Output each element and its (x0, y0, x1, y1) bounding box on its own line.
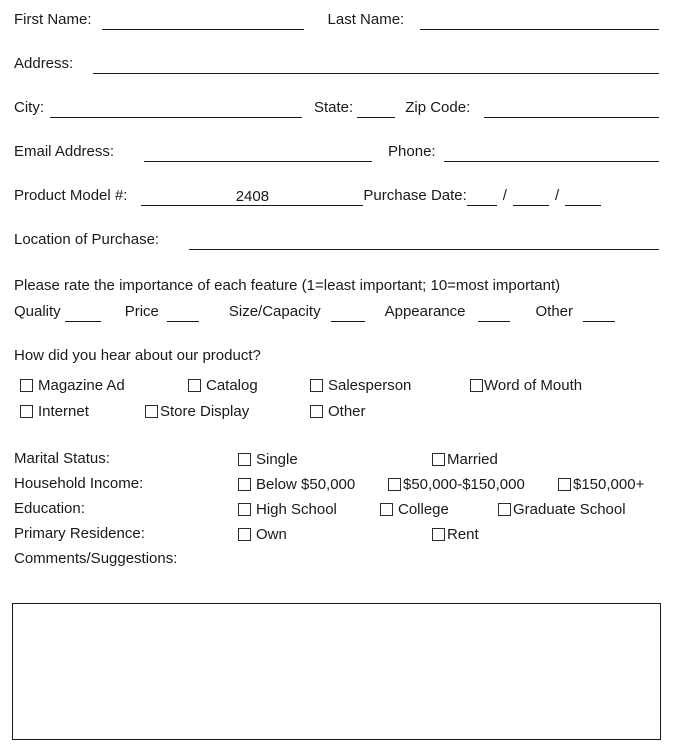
address-input[interactable] (93, 55, 659, 74)
education-label: Education: (14, 500, 85, 517)
location-input[interactable] (189, 231, 659, 250)
primary-residence-label: Primary Residence: (14, 525, 145, 542)
checkbox-internet[interactable] (20, 405, 33, 418)
option-label-magazine-ad: Magazine Ad (38, 376, 125, 394)
marital-status-row (14, 448, 659, 473)
price-rating-input[interactable] (167, 303, 199, 322)
city-state-zip-row (14, 98, 659, 118)
state-label: State: (314, 99, 354, 116)
product-model-input[interactable]: 2408 (141, 187, 363, 206)
checkbox-college[interactable] (380, 503, 393, 516)
location-row (14, 230, 659, 250)
date-slash-2: / (554, 187, 560, 204)
primary-residence-row (14, 523, 659, 548)
option-label-rent: Rent (447, 525, 479, 543)
comments-label-row (14, 548, 659, 573)
option-income-50k-150k[interactable] (388, 473, 525, 495)
checkbox-magazine-ad[interactable] (20, 379, 33, 392)
option-own[interactable] (238, 523, 287, 545)
rating-appearance-label: Appearance (384, 303, 466, 320)
option-label-own: Own (256, 525, 287, 543)
checkbox-married[interactable] (432, 453, 445, 466)
hear-about-row-2 (14, 400, 659, 422)
option-catalog[interactable] (188, 374, 258, 396)
education-row (14, 498, 659, 523)
option-married[interactable] (432, 448, 498, 470)
option-label-graduate-school: Graduate School (513, 500, 626, 518)
model-date-row (14, 186, 659, 206)
option-high-school[interactable] (238, 498, 337, 520)
checkbox-own[interactable] (238, 528, 251, 541)
rating-other-label: Other (535, 303, 574, 320)
checkbox-word-of-mouth[interactable] (470, 379, 483, 392)
checkbox-salesperson[interactable] (310, 379, 323, 392)
option-income-150k-plus[interactable] (558, 473, 644, 495)
option-graduate-school[interactable] (498, 498, 626, 520)
checkbox-income-50k-150k[interactable] (388, 478, 401, 491)
phone-input[interactable] (444, 143, 659, 162)
product-model-label: Product Model #: (14, 187, 128, 204)
rating-price-label: Price (124, 303, 159, 320)
purchase-date-label: Purchase Date: (363, 187, 467, 204)
location-label: Location of Purchase: (14, 231, 160, 248)
checkbox-other-source[interactable] (310, 405, 323, 418)
checkbox-rent[interactable] (432, 528, 445, 541)
city-label: City: (14, 99, 44, 116)
appearance-rating-input[interactable] (478, 303, 510, 322)
rating-quality-label: Quality (14, 303, 61, 320)
address-label: Address: (14, 55, 74, 72)
option-label-high-school: High School (256, 500, 337, 518)
household-income-label: Household Income: (14, 475, 144, 492)
option-salesperson[interactable] (310, 374, 411, 396)
checkbox-graduate-school[interactable] (498, 503, 511, 516)
purchase-date-day-input[interactable] (513, 187, 549, 206)
purchase-date-month-input[interactable] (467, 187, 497, 206)
option-label-store-display: Store Display (160, 402, 250, 420)
city-input[interactable] (50, 99, 302, 118)
last-name-input[interactable] (420, 11, 659, 30)
checkbox-income-150k-plus[interactable] (558, 478, 571, 491)
first-name-label: First Name: (14, 11, 92, 28)
option-single[interactable] (238, 448, 298, 470)
purchase-date-year-input[interactable] (565, 187, 601, 206)
rating-instruction: Please rate the importance of each feature (1=least important; 10=most important) (14, 277, 561, 294)
option-income-below-50k[interactable] (238, 473, 355, 495)
zip-input[interactable] (484, 99, 659, 118)
other-rating-input[interactable] (583, 303, 615, 322)
option-label-single: Single (256, 450, 298, 468)
checkbox-single[interactable] (238, 453, 251, 466)
rating-size-label: Size/Capacity (228, 303, 321, 320)
option-store-display[interactable] (145, 400, 249, 422)
quality-rating-input[interactable] (65, 303, 101, 322)
option-label-college: College (398, 500, 449, 518)
option-label-income-below-50k: Below $50,000 (256, 475, 356, 493)
option-label-word-of-mouth: Word of Mouth (484, 376, 583, 394)
email-input[interactable] (144, 143, 372, 162)
option-label-married: Married (447, 450, 498, 468)
marital-status-label: Marital Status: (14, 450, 110, 467)
option-label-salesperson: Salesperson (328, 376, 412, 394)
option-college[interactable] (380, 498, 449, 520)
email-phone-row (14, 142, 659, 162)
comments-box[interactable] (12, 603, 661, 740)
hear-about-question: How did you hear about our product? (14, 347, 261, 364)
option-word-of-mouth[interactable] (470, 374, 582, 396)
checkbox-high-school[interactable] (238, 503, 251, 516)
household-income-row (14, 473, 659, 498)
checkbox-catalog[interactable] (188, 379, 201, 392)
first-name-input[interactable] (102, 11, 304, 30)
option-label-income-150k-plus: $150,000+ (573, 475, 645, 493)
checkbox-income-below-50k[interactable] (238, 478, 251, 491)
comments-label: Comments/Suggestions: (14, 550, 178, 567)
state-input[interactable] (357, 99, 395, 118)
last-name-label: Last Name: (327, 11, 405, 28)
size-rating-input[interactable] (331, 303, 365, 322)
address-row (14, 54, 659, 74)
option-label-other-source: Other (328, 402, 366, 420)
checkbox-store-display[interactable] (145, 405, 158, 418)
option-internet[interactable] (20, 400, 89, 422)
zip-label: Zip Code: (405, 99, 471, 116)
rating-row (14, 302, 659, 322)
email-label: Email Address: (14, 143, 115, 160)
option-magazine-ad[interactable] (20, 374, 125, 396)
option-label-catalog: Catalog (206, 376, 258, 394)
date-slash-1: / (502, 187, 507, 204)
option-label-income-50k-150k: $50,000-$150,000 (403, 475, 525, 493)
option-other-source[interactable] (310, 400, 366, 422)
option-label-internet: Internet (38, 402, 89, 420)
hear-about-row-1 (14, 374, 659, 396)
phone-label: Phone: (388, 143, 436, 160)
name-row (14, 10, 659, 30)
option-rent[interactable] (432, 523, 479, 545)
